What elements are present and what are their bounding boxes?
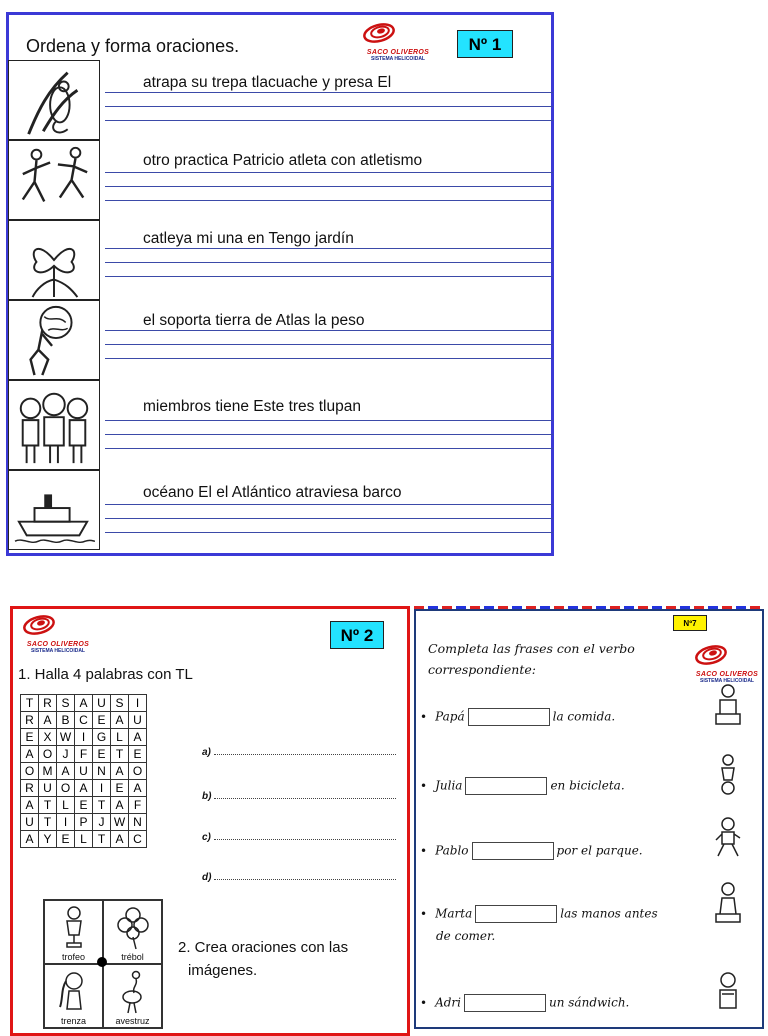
- word-search-cell[interactable]: E: [57, 831, 75, 848]
- word-search-cell[interactable]: M: [39, 763, 57, 780]
- writing-lines[interactable]: [105, 330, 553, 359]
- saco-oliveros-logo: SACO OLIVEROS SISTEMA HELICOIDAL: [22, 614, 94, 654]
- center-dot: [97, 957, 107, 967]
- word-search-cell[interactable]: W: [57, 729, 75, 746]
- opossum-icon: [8, 60, 100, 140]
- picture-trenza: trenza: [44, 964, 103, 1028]
- word-search-cell[interactable]: I: [57, 814, 75, 831]
- word-search-cell[interactable]: U: [93, 695, 111, 712]
- word-search-cell[interactable]: B: [57, 712, 75, 729]
- word-search-cell[interactable]: A: [111, 797, 129, 814]
- verb-answer-box[interactable]: [472, 842, 554, 860]
- word-search-cell[interactable]: R: [21, 780, 39, 797]
- word-search-cell[interactable]: U: [21, 814, 39, 831]
- word-search-cell[interactable]: T: [39, 814, 57, 831]
- verb-answer-box[interactable]: [475, 905, 557, 923]
- picture-trebol: trébol: [103, 900, 162, 964]
- trophy-icon: [57, 905, 91, 951]
- picture-trofeo: trofeo: [44, 900, 103, 964]
- washing-girl-icon: [712, 880, 744, 924]
- fill-in-item-continuation: de comer.: [436, 929, 496, 943]
- word-search-cell[interactable]: I: [129, 695, 147, 712]
- word-search-row: [21, 831, 147, 848]
- orchid-icon: [8, 220, 100, 300]
- eating-boy-icon: [712, 970, 744, 1014]
- cooking-dad-icon: [712, 682, 744, 726]
- word-search-cell[interactable]: I: [93, 780, 111, 797]
- word-search-cell[interactable]: A: [129, 780, 147, 797]
- answer-line[interactable]: b): [202, 790, 396, 802]
- word-search-cell[interactable]: C: [129, 831, 147, 848]
- word-search-row: [21, 712, 147, 729]
- verb-answer-box[interactable]: [464, 994, 546, 1012]
- word-search-cell[interactable]: L: [111, 729, 129, 746]
- sentence-row: [8, 300, 553, 380]
- word-search-cell[interactable]: N: [93, 763, 111, 780]
- running-boy-icon: [712, 816, 744, 860]
- writing-lines[interactable]: [105, 92, 553, 121]
- saco-oliveros-logo: SACO OLIVEROS SISTEMA HELICOIDAL: [694, 644, 760, 684]
- worksheet-number-badge: Nº 2: [330, 621, 384, 649]
- word-search-cell[interactable]: U: [75, 763, 93, 780]
- sentence-row: [8, 380, 553, 470]
- word-search-cell[interactable]: A: [39, 712, 57, 729]
- word-search-cell[interactable]: T: [21, 695, 39, 712]
- word-search-cell[interactable]: O: [39, 746, 57, 763]
- scrambled-sentence: otro practica Patricio atleta con atletismo: [143, 152, 423, 169]
- word-search-row: [21, 729, 147, 746]
- worksheet-number-badge: Nº7: [673, 615, 707, 631]
- answer-line[interactable]: c): [202, 831, 396, 843]
- worksheet-3-instruction: Completa las frases con el verbo correspondiente:: [428, 641, 635, 677]
- word-search-cell[interactable]: A: [21, 746, 39, 763]
- ostrich-icon: [116, 969, 150, 1015]
- word-search-cell[interactable]: A: [75, 695, 93, 712]
- word-search-row: [21, 780, 147, 797]
- atlas-icon: [8, 300, 100, 380]
- word-search-cell[interactable]: O: [57, 780, 75, 797]
- word-search-row: [21, 695, 147, 712]
- word-search-cell[interactable]: P: [75, 814, 93, 831]
- swirl-icon: [22, 614, 56, 636]
- word-search-cell[interactable]: X: [39, 729, 57, 746]
- word-search-cell[interactable]: O: [21, 763, 39, 780]
- word-search-cell[interactable]: A: [75, 780, 93, 797]
- word-search-cell[interactable]: L: [57, 797, 75, 814]
- picture-avestruz: avestruz: [103, 964, 162, 1028]
- word-search-grid[interactable]: [20, 694, 147, 848]
- word-search-cell[interactable]: L: [75, 831, 93, 848]
- word-search-cell[interactable]: S: [57, 695, 75, 712]
- word-search-cell[interactable]: A: [21, 797, 39, 814]
- word-search-cell[interactable]: E: [93, 746, 111, 763]
- cyclist-icon: [712, 752, 744, 796]
- word-search-cell[interactable]: Y: [39, 831, 57, 848]
- writing-lines[interactable]: [105, 420, 553, 449]
- children-icon: [8, 380, 100, 470]
- writing-lines[interactable]: [105, 172, 553, 201]
- word-search-cell[interactable]: N: [129, 814, 147, 831]
- word-search-cell[interactable]: R: [21, 712, 39, 729]
- ship-icon: [8, 470, 100, 550]
- braid-girl-icon: [57, 969, 91, 1015]
- word-search-cell[interactable]: J: [57, 746, 75, 763]
- swirl-icon: [694, 644, 728, 666]
- word-search-cell[interactable]: U: [39, 780, 57, 797]
- word-search-cell[interactable]: U: [129, 712, 147, 729]
- sentence-row: [8, 220, 553, 300]
- task-2-instruction: 2. Crea oraciones con las imágenes.: [178, 939, 349, 979]
- scrambled-sentence: catleya mi una en Tengo jardín: [143, 230, 354, 247]
- sentence-row: [8, 470, 553, 550]
- scrambled-sentence: miembros tiene Este tres tlupan: [143, 398, 361, 415]
- word-search-row: [21, 746, 147, 763]
- word-search-cell[interactable]: A: [21, 831, 39, 848]
- verb-answer-box[interactable]: [465, 777, 547, 795]
- word-search-cell[interactable]: J: [93, 814, 111, 831]
- word-search-cell[interactable]: G: [93, 729, 111, 746]
- runners-icon: [8, 140, 100, 220]
- word-search-cell[interactable]: E: [129, 746, 147, 763]
- word-search-row: [21, 797, 147, 814]
- word-search-cell[interactable]: A: [129, 729, 147, 746]
- scrambled-sentence: atrapa su trepa tlacuache y presa El: [143, 74, 392, 91]
- swirl-icon: [362, 22, 396, 44]
- word-search-cell[interactable]: F: [129, 797, 147, 814]
- word-search-cell[interactable]: T: [111, 746, 129, 763]
- fill-in-item: • Papá la comida.: [420, 708, 615, 726]
- word-search-cell[interactable]: A: [57, 763, 75, 780]
- scrambled-sentence: océano El el Atlántico atraviesa barco: [143, 484, 402, 501]
- word-search-cell[interactable]: O: [129, 763, 147, 780]
- saco-oliveros-logo: SACO OLIVEROS SISTEMA HELICOIDAL: [362, 22, 434, 62]
- scrambled-sentence: el soporta tierra de Atlas la peso: [143, 312, 365, 329]
- word-search-cell[interactable]: T: [93, 797, 111, 814]
- word-search-cell[interactable]: A: [111, 831, 129, 848]
- answer-line[interactable]: d): [202, 871, 396, 883]
- word-search-cell[interactable]: T: [39, 797, 57, 814]
- worksheet-number-badge: Nº 1: [457, 30, 513, 58]
- worksheet-1-title: Ordena y forma oraciones.: [26, 36, 240, 56]
- fill-in-item: • Julia en bicicleta.: [420, 777, 625, 795]
- word-search-cell[interactable]: S: [111, 695, 129, 712]
- word-search-cell[interactable]: F: [75, 746, 93, 763]
- fill-in-item: • Marta las manos antes: [420, 905, 658, 923]
- word-search-cell[interactable]: E: [93, 712, 111, 729]
- word-search-cell[interactable]: E: [111, 780, 129, 797]
- word-search-cell[interactable]: A: [111, 763, 129, 780]
- word-search-cell[interactable]: T: [93, 831, 111, 848]
- word-search-cell[interactable]: A: [111, 712, 129, 729]
- verb-answer-box[interactable]: [468, 708, 550, 726]
- writing-lines[interactable]: [105, 504, 553, 533]
- word-search-row: [21, 763, 147, 780]
- writing-lines[interactable]: [105, 248, 553, 277]
- fill-in-item: • Adri un sándwich.: [420, 994, 629, 1012]
- word-search-cell[interactable]: I: [75, 729, 93, 746]
- sentence-row: [8, 140, 553, 220]
- fill-in-item: • Pablo por el parque.: [420, 842, 643, 860]
- clover-icon: [116, 905, 150, 951]
- task-1-instruction: 1. Halla 4 palabras con TL: [18, 666, 193, 683]
- word-search-cell[interactable]: E: [21, 729, 39, 746]
- answer-line[interactable]: a): [202, 746, 396, 758]
- word-search-cell[interactable]: E: [75, 797, 93, 814]
- sentence-row: [8, 60, 553, 140]
- word-search-cell[interactable]: W: [111, 814, 129, 831]
- word-search-row: [21, 814, 147, 831]
- word-search-cell[interactable]: C: [75, 712, 93, 729]
- word-search-cell[interactable]: R: [39, 695, 57, 712]
